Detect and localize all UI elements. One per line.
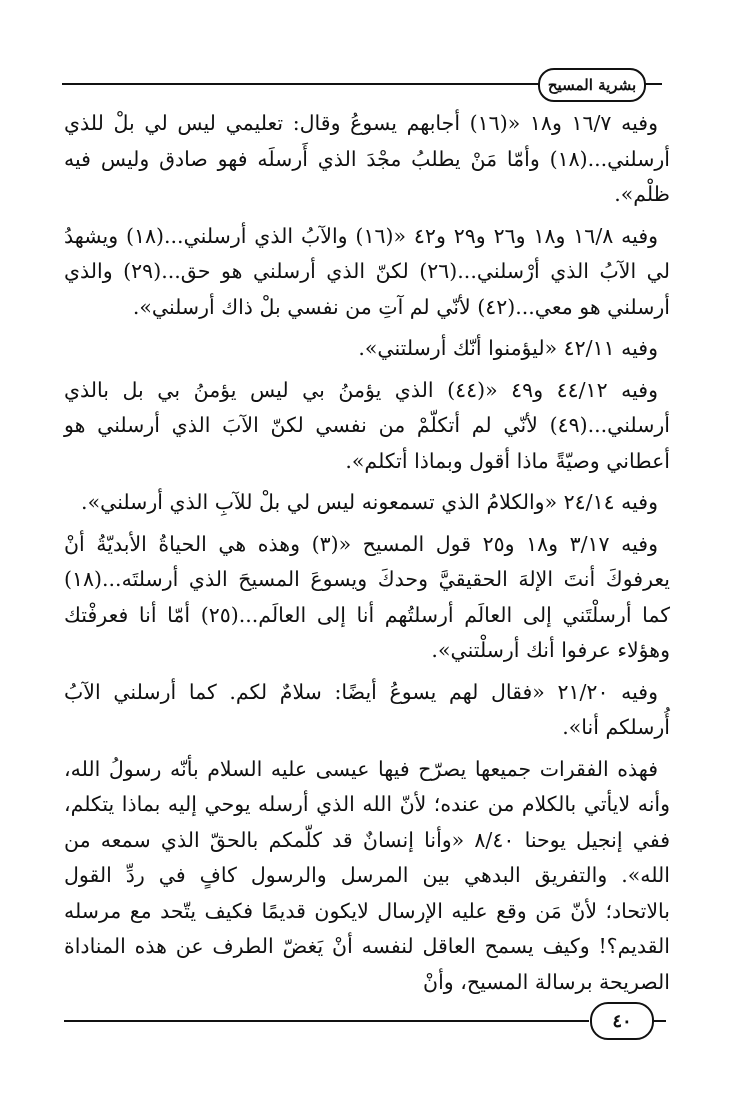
page-body <box>64 106 670 1000</box>
paragraph-6: وفيه ٣/١٧ و١٨ و٢٥ قول المسيح «(٣) وهذه هي الحياةُ الأبديّةُ أنْ يعرفوكَ أنتَ الإلهَ الحقيقيَّ وحدكَ ويسوعَ المسيحَ الذي أرسلتَه...(١٨) كما أرسلْتَني إلى العالَم أرسلتُهم أنا إلى العالَم...(٢٥) أمّا أنا فعرفْتك وهؤلاء عرفوا أنك أرسلْتني». <box>64 531 670 662</box>
page-number: ٤٠ <box>590 1002 654 1040</box>
paragraph-1: وفيه ١٦/٧ و١٨ «(١٦) أجابهم يسوعُ وقال: تعليمي ليس لي بلْ للذي أرسلني...(١٨) وأمّا مَنْ يطلبُ مجْدَ الذي أَرسلَه فهو صادق وليس فيه ظلْم». <box>64 111 670 206</box>
footer-rule <box>64 1020 589 1022</box>
page-header <box>62 62 662 102</box>
footer-rule-tail <box>652 1020 666 1022</box>
running-title: بشرية المسيح <box>538 68 646 102</box>
paragraph-4: وفيه ٤٤/١٢ و٤٩ «(٤٤) الذي يؤمنُ بي ليس يؤمنُ بي بل بالذي أرسلني...(٤٩) لأنّي لم أتكلّمْ من نفسي لكنّ الآبَ الذي أرسلني هو أعطاني وصيّةً ماذا أقول وبماذا أتكلم». <box>64 377 670 473</box>
paragraph-2: وفيه ١٦/٨ و١٨ و٢٦ و٢٩ و٤٢ «(١٦) والآبُ الذي أرسلني...(١٨) ويشهدُ لي الآبُ الذي أرْسلني...(٢٦) لكنّ الذي أرسلني هو حق...(٢٩) والذي أرسلني هو معي...(٤٢) لأنّي لم آتِ من نفسي بلْ ذاك أرسلني». <box>64 223 670 319</box>
paragraph-8: فهذه الفقرات جميعها يصرّح فيها عيسى عليه السلام بأنّه رسولُ الله، وأنه لايأتي بالكلام من عنده؛ لأنّ الله الذي أرسله يوحي إليه بماذا يتكلم، ففي إنجيل يوحنا ٨/٤٠ «وأنا إنسانٌ قد كلّمكم بالحقّ الذي سمعه من الله». والتفريق البدهي بين المرسل والرسول كافٍ في ردِّ القول بالاتحاد؛ لأنّ مَن وقع عليه الإرسال لايكون قديمًا فكيف يتّحد مع مرسله القديم؟! وكيف يسمح العاقل لنفسه أنْ يَغضّ الطرف عن هذه المناداة الصريحة برسالة المسيح، وأنْ <box>64 756 670 994</box>
paragraph-7: وفيه ٢١/٢٠ «فقال لهم يسوعُ أيضًا: سلامٌ لكم. كما أرسلني الآبُ أُرسلكم أنا». <box>64 679 670 739</box>
page-footer <box>64 998 664 1038</box>
paragraph-5: وفيه ٢٤/١٤ «والكلامُ الذي تسمعونه ليس لي بلْ للآبِ الذي أرسلني». <box>81 490 658 514</box>
paragraph-3: وفيه ٤٢/١١ «ليؤمنوا أنّك أرسلتني». <box>358 336 658 360</box>
